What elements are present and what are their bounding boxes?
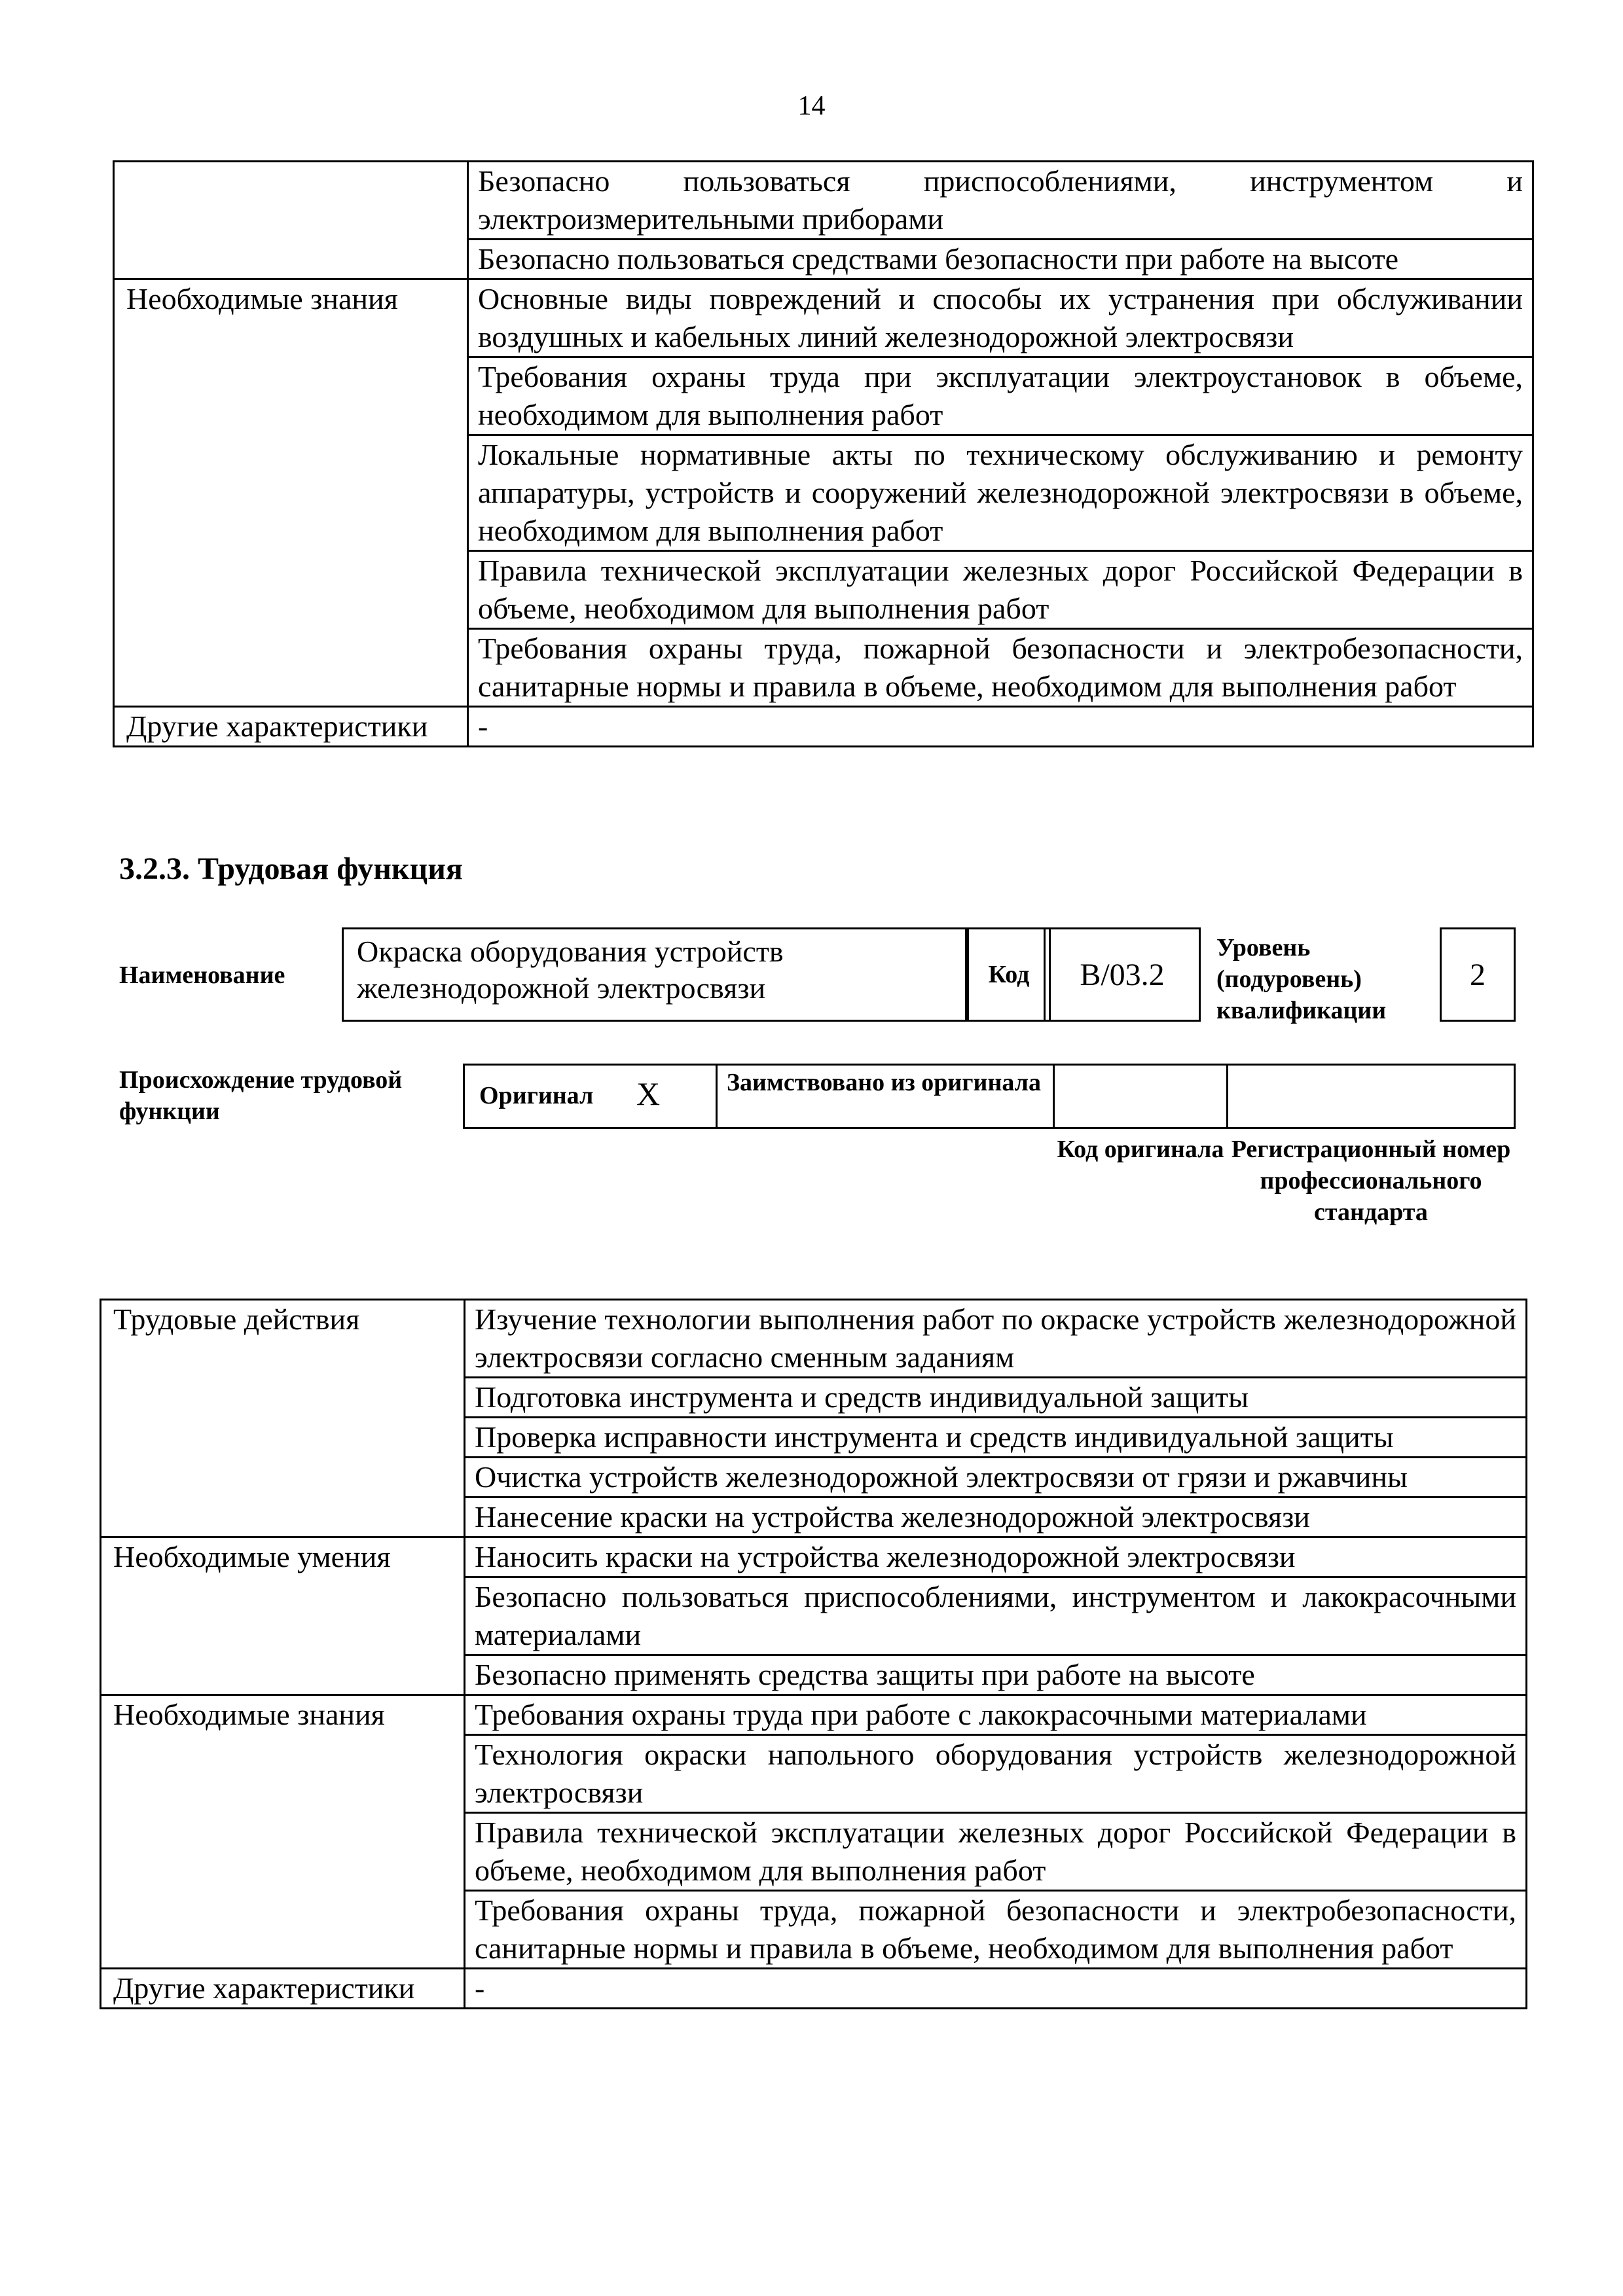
function-name-value: Окраска оборудования устройств железнодорожной электросвязи [357, 935, 784, 1005]
row-item: Безопасно пользоваться приспособлениями, инструментом и электроизмерительными приборами [468, 162, 1533, 240]
row-label: Трудовые действия [101, 1300, 465, 1537]
row-item: Требования охраны труда, пожарной безопасности и электробезопасности, санитарные нормы и правила в объеме, необходимом для выполнения работ [468, 629, 1533, 707]
row-item: Подготовка инструмента и средств индивидуальной защиты [465, 1378, 1527, 1418]
function-name-box [342, 927, 967, 1022]
table-row [101, 1300, 1527, 1378]
table-row [114, 707, 1533, 747]
table-row [101, 1969, 1527, 2009]
row-label: Другие характеристики [114, 707, 468, 747]
page-number: 14 [797, 91, 826, 121]
table-row [114, 279, 1533, 357]
code-value-box [1044, 927, 1201, 1022]
code-label: Код [988, 961, 1030, 988]
function-details-table [100, 1299, 1527, 2009]
row-item: Правила технической эксплуатации железных дорог Российской Федерации в объеме, необходимом для выполнения работ [468, 551, 1533, 629]
row-item: Требования охраны труда при эксплуатации электроустановок в объеме, необходимом для выполнения работ [468, 357, 1533, 435]
row-item: Нанесение краски на устройства железнодорожной электросвязи [465, 1498, 1527, 1537]
row-item: Основные виды повреждений и способы их устранения при обслуживании воздушных и кабельных линий железнодорожной электросвязи [468, 279, 1533, 357]
reg-number-box [1226, 1064, 1516, 1129]
row-item: - [468, 707, 1533, 747]
level-value-box [1440, 927, 1516, 1022]
row-item: Проверка исправности инструмента и средств индивидуальной защиты [465, 1418, 1527, 1458]
row-item: Очистка устройств железнодорожной электросвязи от грязи и ржавчины [465, 1458, 1527, 1498]
table-row [114, 162, 1533, 240]
continuation-table [113, 160, 1534, 747]
row-item: Безопасно пользоваться средствами безопасности при работе на высоте [468, 240, 1533, 279]
original-mark: X [636, 1075, 661, 1112]
row-item: Безопасно пользоваться приспособлениями, инструментом и лакокрасочными материалами [465, 1577, 1527, 1655]
row-item: - [465, 1969, 1527, 2009]
level-label: Уровень (подуровень) квалификации [1216, 934, 1387, 1024]
code-original-caption: Код оригинала [1057, 1136, 1224, 1163]
continuation-table-body [114, 162, 1533, 747]
table-row [101, 1695, 1527, 1735]
name-label: Наименование [119, 961, 285, 989]
row-label: Необходимые знания [114, 279, 468, 707]
row-item: Безопасно применять средства защиты при работе на высоте [465, 1655, 1527, 1695]
original-box [463, 1064, 718, 1129]
borrowed-label: Заимствовано из оригинала [727, 1069, 1041, 1096]
row-item: Локальные нормативные акты по техническому обслуживанию и ремонту аппаратуры, устройств и сооружений железнодорожной электросвязи в объеме, необходимом для выполнения работ [468, 435, 1533, 551]
row-label [114, 162, 468, 279]
level-value: 2 [1470, 957, 1486, 992]
row-item: Правила технической эксплуатации железных дорог Российской Федерации в объеме, необходимом для выполнения работ [465, 1813, 1527, 1891]
table-row [101, 1537, 1527, 1577]
row-label: Необходимые умения [101, 1537, 465, 1695]
row-item: Технология окраски напольного оборудования устройств железнодорожной электросвязи [465, 1735, 1527, 1813]
row-item: Требования охраны труда, пожарной безопасности и электробезопасности, санитарные нормы и правила в объеме, необходимом для выполнения работ [465, 1891, 1527, 1969]
code-label-box [967, 927, 1051, 1022]
borrowed-box [716, 1064, 1055, 1129]
row-item: Изучение технологии выполнения работ по окраске устройств железнодорожной электросвязи согласно сменным заданиям [465, 1300, 1527, 1378]
section-title: 3.2.3. Трудовая функция [119, 852, 463, 886]
original-label: Оригинал [479, 1082, 594, 1109]
row-item: Наносить краски на устройства железнодорожной электросвязи [465, 1537, 1527, 1577]
original-code-box [1053, 1064, 1228, 1129]
row-item: Требования охраны труда при работе с лакокрасочными материалами [465, 1695, 1527, 1735]
code-value: B/03.2 [1080, 957, 1165, 992]
row-label: Необходимые знания [101, 1695, 465, 1969]
origin-label: Происхождение трудовой функции [119, 1066, 403, 1125]
reg-number-caption: Регистрационный номер профессионального стандарта [1231, 1136, 1511, 1226]
row-label: Другие характеристики [101, 1969, 465, 2009]
function-details-table-body [101, 1300, 1527, 2009]
